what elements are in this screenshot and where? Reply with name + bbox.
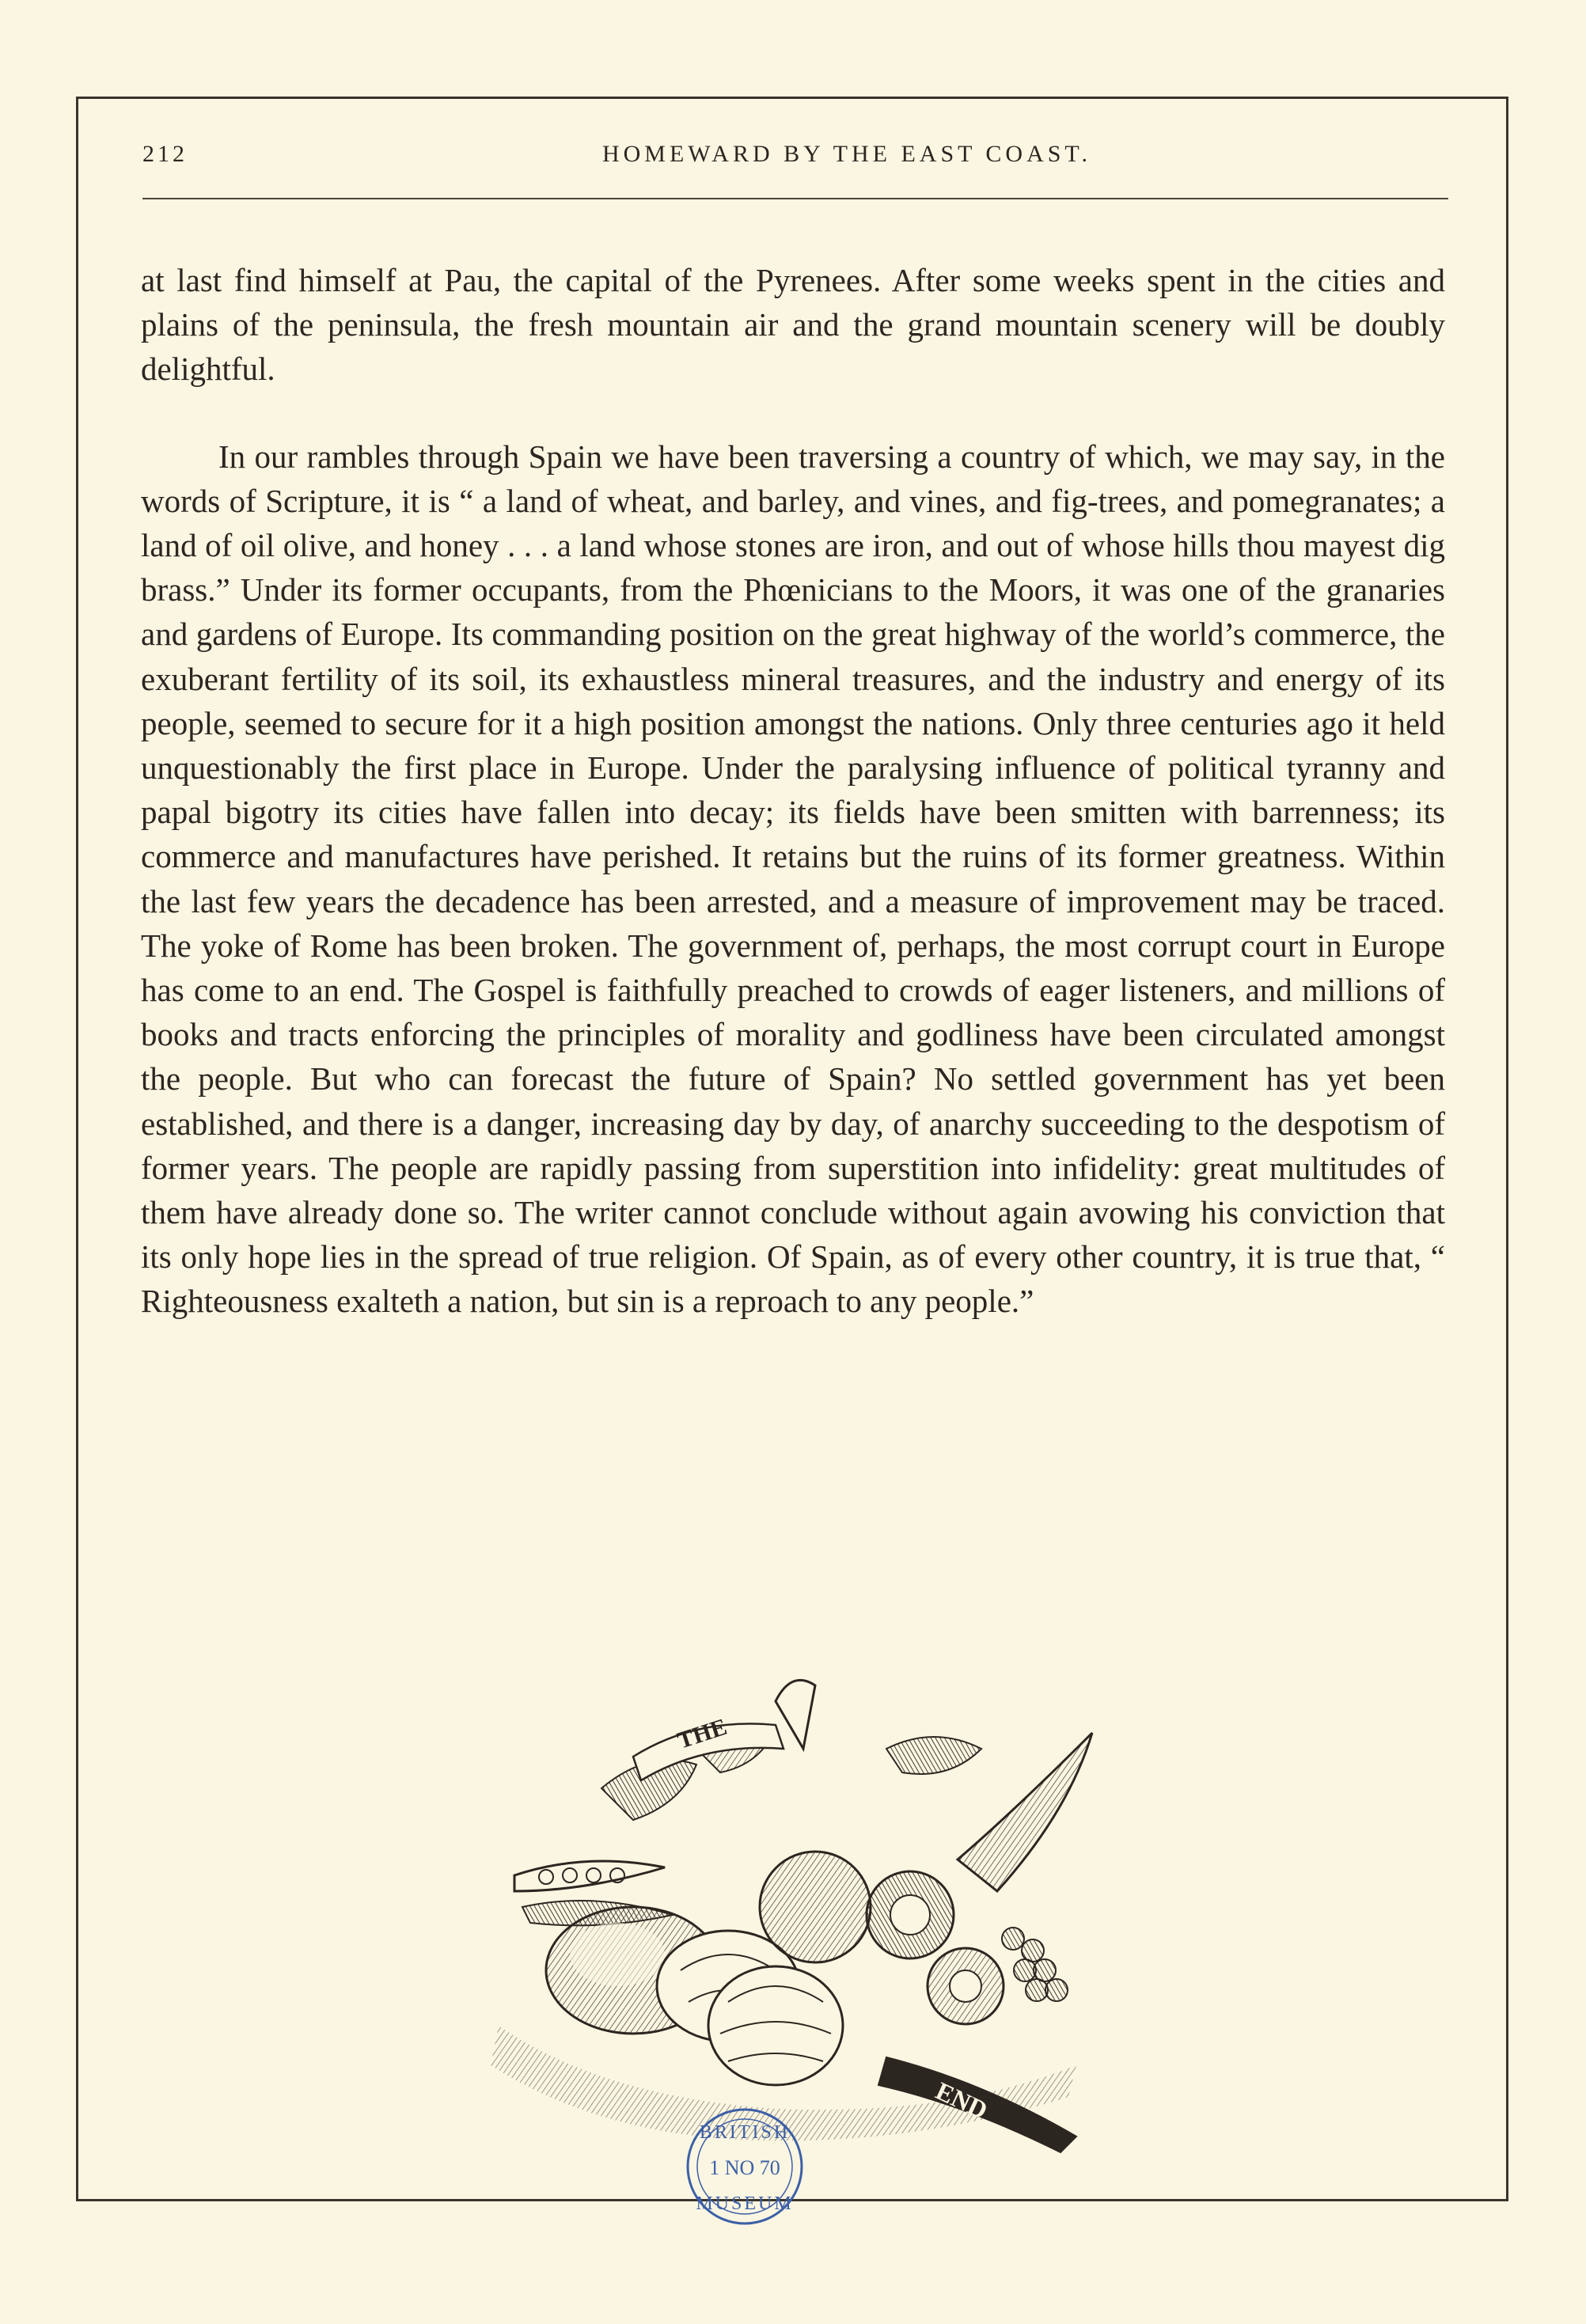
running-head [142,141,1448,180]
running-title: HOMEWARD BY THE EAST COAST. [601,141,1092,167]
body-text [141,258,1445,1324]
library-stamp-icon [654,2105,836,2231]
paragraph-2: In our rambles through Spain we have been traversing a country of which, we may say, in the words of Scripture, it is “ a land of wheat, and barley, and vines, and fig-trees, and pomegranates; a land of oil olive, and honey . . . a land whose stones are iron, and out of whose hills thou mayest dig brass.” Under its former occupants, from the Phœnicians to the Moors, it was one of the granaries and gardens of Europe. Its commanding position on the great highway of the world’s commerce, the exuberant fertility of its soil, its exhaustless mineral treasures, and the industry and energy of its people, seemed to secure for it a high position amongst the nations. Only three centuries ago it held unquestionably the first place in Europe. Under the paralysing influence of political tyranny and papal bigotry its cities have fallen into decay; its fields have been smitten with barrenness; its commerce and manufactures have perished. It retains but the ruins of its former greatness. Within the last few years the decadence has been arrested, and a measure of improvement may be traced. The yoke of Rome has been broken. The government of, perhaps, the most corrupt court in Europe has come to an end. The Gospel is faithfully preached to crowds of eager listeners, and millions of books and tracts enforcing the principles of morality and godliness have been circulated amongst the people. But who can forecast the future of Spain? No settled government has yet been established, and there is a danger, increasing day by day, of anarchy succeeding to the despotism of former years. The people are rapidly passing from superstition into infidelity: great multitudes of them have already done so. The writer cannot conclude without again avowing his conviction that its only hope lies in the spread of true religion. Of Spain, as of every other country, it is true that, “ Righteousness exalteth a nation, but sin is a reproach to any people.” [141,438,1445,1320]
svg-text:THE: THE [673,1713,730,1754]
stamp-top-text: BRITISH [699,2122,791,2143]
stamp-bottom-text: MUSEUM [696,2193,794,2214]
stamp-middle-text: 1 NO 70 [709,2156,780,2179]
svg-text:END: END [931,2076,992,2125]
header-rule [142,198,1448,199]
fruit-vignette-icon [443,1654,1155,2160]
paragraph-1: at last find himself at Pau, the capital of the Pyrenees. After some weeks spent in the cities and plains of the peninsula, the fresh mountain air and the grand mountain scenery will be doubly delightful. [141,262,1445,388]
page-number: 212 [142,141,188,167]
